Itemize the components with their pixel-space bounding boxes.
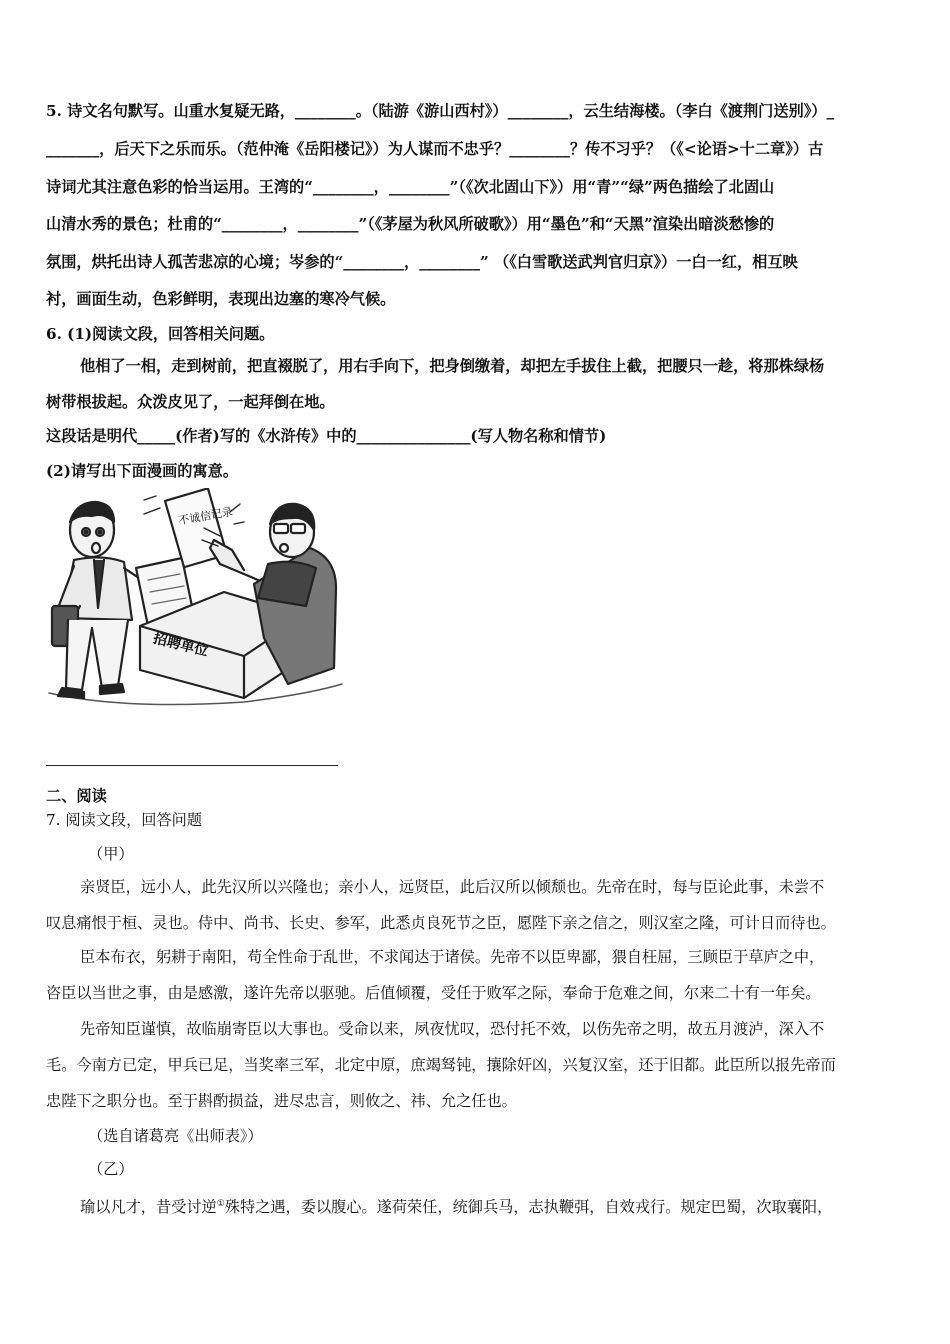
passage-yi-text-b: 殊特之遇，委以腹心。遂荷荣任，统御兵马，志执鞭弭，自效戎行。规定巴蜀，次取襄阳， [224, 1198, 833, 1217]
q6-passage-line-1: 他相了一相，走到树前，把直裰脱了，用右手向下，把身倒缴着，却把左手拔住上截，把腰只一趁，将那株绿杨 [80, 357, 825, 375]
passage-jia-label: （甲） [88, 845, 134, 863]
footnote-marker: ① [216, 1199, 225, 1209]
passage-yi-p1-line-1 [80, 1193, 942, 1218]
q6-passage-line-2: 树带根拔起。众泼皮见了，一起拜倒在地。 [46, 393, 335, 411]
q6-part-2: (2)请写出下面漫画的寓意。 [46, 462, 239, 480]
q5-line-1: 5. 诗文名句默写。山重水复疑无路，________。（陆游《游山西村》）________，云生结海楼。（李白《渡荆门送别》）_ [46, 102, 835, 120]
answer-line [46, 765, 338, 766]
q5-line-6: 衬，画面生动，色彩鲜明，表现出边塞的寒冷气候。 [46, 290, 396, 308]
passage-jia-p3-line-1: 先帝知臣谨慎，故临崩寄臣以大事也。受命以来，夙夜忧叹，恐付托不效，以伤先帝之明，故五月渡泸，深入不 [80, 1020, 825, 1038]
q5-line-2: _______，后天下之乐而乐。（范仲淹《岳阳楼记》）为人谋而不忠乎？________？传不习乎？（《<论语>十二章》）古 [46, 140, 824, 158]
q6-question: 这段话是明代_____(作者)写的《水浒传》中的_______________(写人物名称和情节) [46, 427, 607, 445]
q5-line-4: 山清水秀的景色；杜甫的“________，________”（《茅屋为秋风所破歌》）用“墨色”和“天黑”渲染出暗淡愁惨的 [46, 215, 775, 233]
passage-jia-p1-line-2: 叹息痛恨于桓、灵也。侍中、尚书、长史、参军，此悉贞良死节之臣，愿陛下亲之信之，则汉室之隆，可计日而待也。 [46, 914, 836, 932]
cartoon-desk-label: 招聘单位 [151, 629, 210, 659]
passage-yi-text-a: 瑜以凡才，昔受讨逆 [80, 1198, 217, 1217]
passage-jia-p3-line-3: 忠陛下之职分也。至于斟酌损益，进尽忠言，则攸之、祎、允之任也。 [46, 1092, 517, 1110]
passage-jia-source: （选自诸葛亮《出师表》） [88, 1127, 263, 1145]
q6-heading: 6. (1)阅读文段，回答相关问题。 [46, 325, 275, 343]
q5-line-5: 氛围，烘托出诗人孤苦悲凉的心境；岑参的“________，________” （《白雪歌送武判官归京》）一白一红，相互映 [46, 253, 798, 271]
passage-jia-p3-line-2: 毛。今南方已定，甲兵已足，当奖率三军，北定中原，庶竭驽钝，攘除奸凶，兴复汉室，还于旧都。此臣所以报先帝而 [46, 1056, 836, 1074]
cartoon-illustration [44, 488, 344, 716]
passage-jia-p1-line-1: 亲贤臣，远小人，此先汉所以兴隆也；亲小人，远贤臣，此后汉所以倾颓也。先帝在时，每与臣论此事，未尝不 [80, 878, 825, 896]
cartoon-paper-label: 不诚信记录 [177, 506, 234, 528]
passage-jia-p2-line-2: 咨臣以当世之事，由是感激，遂许先帝以驱驰。后值倾覆，受任于败军之际，奉命于危难之间，尔来二十有一年矣。 [46, 984, 821, 1002]
q7-heading: 7. 阅读文段，回答问题 [46, 811, 203, 829]
section-2-title: 二、阅读 [46, 787, 107, 805]
passage-jia-p2-line-1: 臣本布衣，躬耕于南阳，苟全性命于乱世，不求闻达于诸侯。先帝不以臣卑鄙，猥自枉屈，三顾臣于草庐之中， [80, 948, 825, 966]
passage-yi-label: （乙） [88, 1160, 134, 1178]
q5-line-3: 诗词尤其注意色彩的恰当运用。王湾的“________，________”（《次北固山下》）用“青”“绿”两色描绘了北固山 [46, 178, 775, 196]
